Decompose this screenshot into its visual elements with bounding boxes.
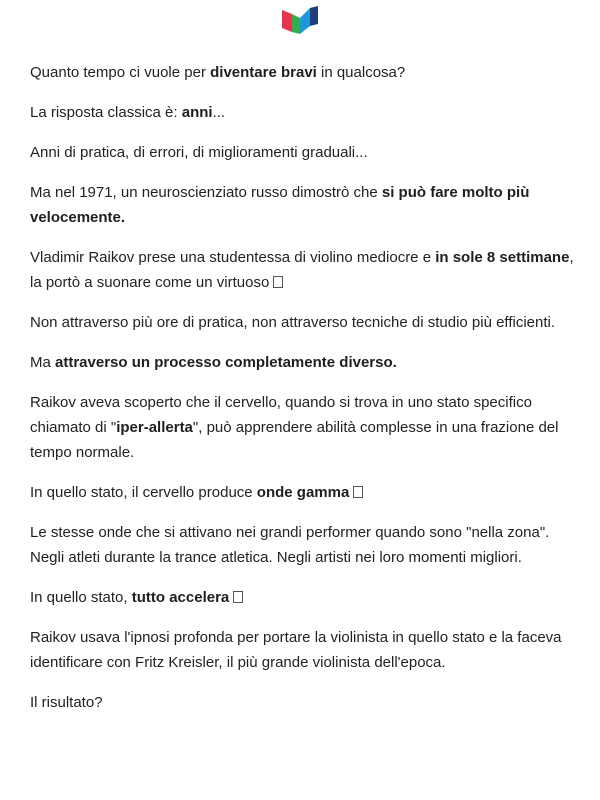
bold-text: in sole 8 settimane bbox=[435, 249, 570, 266]
text: ", può apprendere abilità complesse in una frazione del tempo normale. bbox=[30, 419, 559, 461]
bold-text: anni bbox=[181, 104, 213, 121]
bold-text: si può fare molto più velocemente. bbox=[30, 184, 530, 226]
text: In quello stato, bbox=[30, 589, 132, 606]
text: in qualcosa? bbox=[316, 64, 406, 81]
post-body bbox=[30, 60, 582, 730]
bold-text: onde gamma bbox=[256, 484, 350, 501]
text: In quello stato, il cervello produce bbox=[30, 484, 257, 501]
text: Non attraverso più ore di pratica, non attraverso tecniche di studio più efficienti. bbox=[30, 314, 556, 331]
text: Quanto tempo ci vuole per bbox=[30, 64, 211, 81]
text: Raikov usava l'ipnosi profonda per portare la violinista in quello stato e la faceva identificare con Fritz Kreisler, il più grande violinista dell'epoca. bbox=[30, 629, 562, 671]
book-logo-icon bbox=[280, 4, 320, 36]
bold-text: attraverso un processo completamente diverso. bbox=[55, 354, 397, 371]
text: Vladimir Raikov prese una studentessa di violino mediocre e bbox=[30, 249, 436, 266]
paragraph-10 bbox=[30, 520, 582, 570]
text: Ma nel 1971, un neuroscienziato russo dimostrò che bbox=[30, 184, 382, 201]
missing-glyph-box-icon bbox=[353, 486, 363, 498]
text: ... bbox=[212, 104, 226, 121]
paragraph-9 bbox=[30, 480, 582, 505]
text: Ma bbox=[30, 354, 56, 371]
bold-text: iper-allerta bbox=[116, 419, 193, 436]
paragraph-13 bbox=[30, 690, 582, 715]
paragraph-5 bbox=[30, 245, 582, 295]
paragraph-4 bbox=[30, 180, 582, 230]
bold-text: tutto accelera bbox=[131, 589, 230, 606]
paragraph-6 bbox=[30, 310, 582, 335]
header bbox=[0, 0, 600, 40]
text: La risposta classica è: bbox=[30, 104, 182, 121]
paragraph-8 bbox=[30, 390, 582, 465]
missing-glyph-box-icon bbox=[233, 591, 243, 603]
missing-glyph-box-icon bbox=[273, 276, 283, 288]
text: , la portò a suonare come un virtuoso bbox=[30, 249, 574, 291]
text: Anni di pratica, di errori, di miglioramenti graduali... bbox=[30, 144, 368, 161]
paragraph-12 bbox=[30, 625, 582, 675]
text: Raikov aveva scoperto che il cervello, quando si trova in uno stato specifico chiamato di " bbox=[30, 394, 532, 436]
bold-text: diventare bravi bbox=[210, 64, 317, 81]
text: Le stesse onde che si attivano nei grandi performer quando sono "nella zona". Negli atleti durante la trance atletica. Negli artisti nei loro momenti migliori. bbox=[30, 524, 550, 566]
paragraph-3 bbox=[30, 140, 582, 165]
text: Il risultato? bbox=[30, 694, 103, 711]
paragraph-11 bbox=[30, 585, 582, 610]
paragraph-2 bbox=[30, 100, 582, 125]
paragraph-1 bbox=[30, 60, 582, 85]
paragraph-7 bbox=[30, 350, 582, 375]
